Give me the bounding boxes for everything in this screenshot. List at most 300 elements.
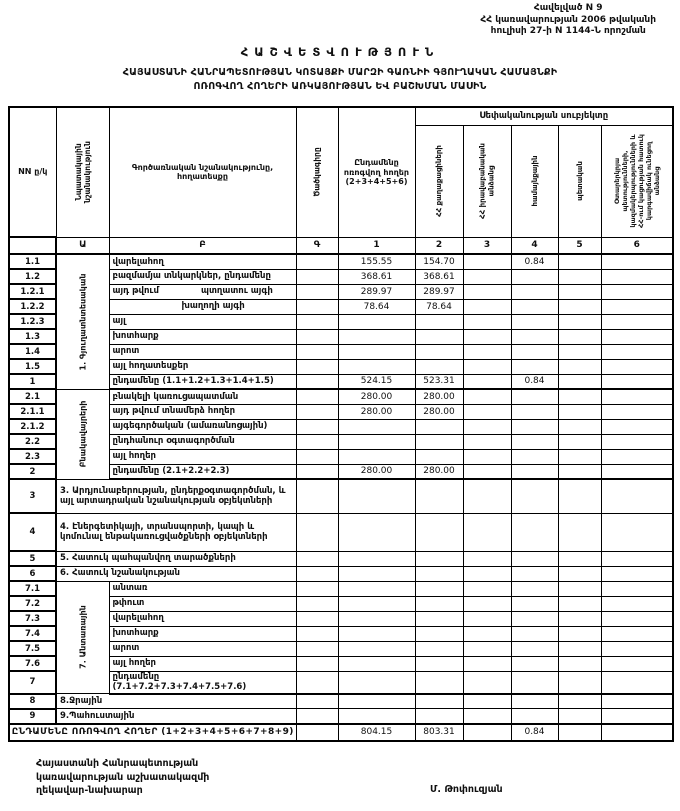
value-cell (415, 566, 463, 581)
header-row-top (9, 107, 673, 125)
value-cell (511, 389, 558, 404)
code-cell (296, 449, 338, 464)
code-cell (296, 581, 338, 596)
row-label: 5. Հատուկ պահպանվող տարածքների (56, 551, 296, 566)
col-header-functional: Գործառնական նշանակությունը, հողատեսքը (109, 107, 296, 237)
value-cell: 368.61 (415, 269, 463, 284)
section-label: 7. Անտառային (78, 605, 88, 670)
row-label (109, 284, 296, 299)
value-cell (558, 329, 601, 344)
value-cell (415, 479, 463, 513)
value-cell (511, 284, 558, 299)
value-cell (558, 671, 601, 694)
value-cell (415, 359, 463, 374)
table-row (9, 254, 673, 269)
value-cell (511, 694, 558, 709)
row-label: բնակելի կառուցապատման (109, 389, 296, 404)
value-cell (511, 611, 558, 626)
table-row (9, 389, 673, 404)
value-cell (415, 329, 463, 344)
value-cell (511, 641, 558, 656)
col-header-community (511, 125, 558, 237)
code-cell (296, 641, 338, 656)
row-number-cell: 7.5 (9, 641, 56, 656)
col-header-legal-entities-label: ՀՀ իրավաբանական անձանց (478, 143, 495, 219)
col-header-ownership-group: Սեփականության սուբյեկտը (415, 107, 673, 125)
row-number-cell: 1 (9, 374, 56, 389)
row-label-part: այդ թվում (112, 286, 159, 297)
value-cell (463, 374, 511, 389)
row-label: խոտհարք (109, 329, 296, 344)
col-header-citizens-label: ՀՀ քաղաքացիների (434, 145, 443, 217)
value-cell (558, 254, 601, 269)
code-cell (296, 596, 338, 611)
value-cell: 78.64 (338, 299, 415, 314)
annex-line: հուլիսի 27-ի N 1144-Ն որոշման (490, 26, 646, 36)
value-cell (601, 641, 673, 656)
value-cell (463, 254, 511, 269)
row-number-cell: 1.1 (9, 254, 56, 269)
value-cell (558, 374, 601, 389)
row-label: արոտ (109, 344, 296, 359)
section-label: 1. Գյուղատնտեսական (78, 273, 88, 371)
row-number-cell: 1.2.3 (9, 314, 56, 329)
row-label: 4. Էներգետիկայի, տրանսպորտի, կապի և կոմունալ ենթակառուցվածքների օբյեկտների (56, 513, 296, 551)
value-cell (338, 566, 415, 581)
row-number-cell: 1.2 (9, 269, 56, 284)
value-cell: 280.00 (415, 464, 463, 479)
value-cell: 803.31 (415, 724, 463, 741)
value-cell (463, 551, 511, 566)
value-cell (558, 479, 601, 513)
code-cell (296, 374, 338, 389)
value-cell (511, 479, 558, 513)
value-cell (511, 656, 558, 671)
table-row (9, 581, 673, 596)
row-label: այլ (109, 314, 296, 329)
value-cell (511, 314, 558, 329)
value-cell (601, 434, 673, 449)
value-cell (463, 329, 511, 344)
row-number-cell: 8 (9, 694, 56, 709)
value-cell (601, 724, 673, 741)
value-cell (415, 626, 463, 641)
row-label: ընդամենը (2.1+2.2+2.3) (109, 464, 296, 479)
footer-issuer-line: կառավարության աշխատակազմի (36, 771, 210, 783)
value-cell (463, 581, 511, 596)
row-label: ընդամենը (1.1+1.2+1.3+1.4+1.5) (109, 374, 296, 389)
row-label: այլ հողեր (109, 449, 296, 464)
letter-cell: Ա (56, 237, 109, 254)
value-cell (601, 581, 673, 596)
table-row (9, 709, 673, 724)
value-cell (463, 566, 511, 581)
row-label: վարելահող (109, 254, 296, 269)
value-cell (558, 299, 601, 314)
value-cell (601, 254, 673, 269)
value-cell (338, 419, 415, 434)
value-cell (463, 269, 511, 284)
code-cell (296, 671, 338, 694)
value-cell: 289.97 (415, 284, 463, 299)
value-cell (511, 419, 558, 434)
letter-cell: 2 (415, 237, 463, 254)
value-cell: 804.15 (338, 724, 415, 741)
value-cell (415, 449, 463, 464)
value-cell (558, 344, 601, 359)
row-label: 8.Ջրային (56, 694, 296, 709)
value-cell (463, 724, 511, 741)
code-cell (296, 269, 338, 284)
row-label: ընդհանուր օգտագործման (109, 434, 296, 449)
col-header-legal-entities (463, 125, 511, 237)
value-cell (558, 419, 601, 434)
footer-issuer-line: Հայաստանի Հանրապետության (36, 758, 199, 769)
value-cell (511, 449, 558, 464)
value-cell (558, 694, 601, 709)
row-label: 3. Արդյունաբերության, ընդերքօգտագործման, և այլ արտադրական նշանակության օբյեկտների (56, 479, 296, 513)
value-cell (511, 581, 558, 596)
row-number-cell: 7.1 (9, 581, 56, 596)
code-cell (296, 254, 338, 269)
value-cell (463, 626, 511, 641)
value-cell (463, 671, 511, 694)
value-cell (601, 513, 673, 551)
value-cell (415, 656, 463, 671)
row-number-cell: 5 (9, 551, 56, 566)
code-cell (296, 284, 338, 299)
value-cell (558, 513, 601, 551)
row-label: այդ թվում տնամերձ հողեր (109, 404, 296, 419)
code-cell (296, 566, 338, 581)
value-cell (511, 566, 558, 581)
section-label: Բնակավայրերի (78, 400, 88, 468)
value-cell (558, 596, 601, 611)
value-cell (463, 479, 511, 513)
value-cell (511, 404, 558, 419)
col-header-purpose (56, 107, 109, 237)
value-cell: 280.00 (415, 389, 463, 404)
value-cell (511, 329, 558, 344)
value-cell (463, 419, 511, 434)
code-cell (296, 314, 338, 329)
row-number-cell: 1.5 (9, 359, 56, 374)
row-label: խաղողի այգի (109, 299, 296, 314)
annex-line: Հավելված N 9 (533, 3, 603, 13)
value-cell: 280.00 (338, 404, 415, 419)
code-cell (296, 479, 338, 513)
value-cell (601, 479, 673, 513)
row-label: այլ հողեր (109, 656, 296, 671)
code-cell (296, 626, 338, 641)
row-number-cell: 7.6 (9, 656, 56, 671)
row-number-cell: 9 (9, 709, 56, 724)
letter-cell: Գ (296, 237, 338, 254)
table-row (9, 566, 673, 581)
value-cell (511, 299, 558, 314)
value-cell (463, 449, 511, 464)
col-header-code-label: Ծածկագիրը (312, 147, 322, 197)
code-cell (296, 464, 338, 479)
value-cell (558, 656, 601, 671)
signature-name: Մ. Թոփուզյան (430, 784, 503, 795)
code-cell (296, 694, 338, 709)
document-subtitle-2: ՈՌՈԳՎՈՂ ՀՈՂԵՐԻ ԱՌԿԱՅՈՒԹՅԱՆ ԵՎ ԲԱՇԽՄԱՆ ՄԱՍԻՆ (193, 81, 487, 92)
value-cell (558, 314, 601, 329)
value-cell (463, 694, 511, 709)
row-number-cell: 2.2 (9, 434, 56, 449)
value-cell (338, 611, 415, 626)
value-cell (338, 551, 415, 566)
row-label: այգեգործական (ամառանոցային) (109, 419, 296, 434)
value-cell (601, 269, 673, 284)
row-label: թփուտ (109, 596, 296, 611)
value-cell (338, 434, 415, 449)
value-cell (558, 464, 601, 479)
row-number-cell: 2.1.1 (9, 404, 56, 419)
value-cell (558, 566, 601, 581)
value-cell (558, 641, 601, 656)
footer-issuer (36, 757, 209, 798)
value-cell (558, 724, 601, 741)
value-cell: 280.00 (415, 404, 463, 419)
row-number-cell: 6 (9, 566, 56, 581)
annex-line: ՀՀ կառավարության 2006 թվականի (480, 14, 656, 25)
value-cell (601, 566, 673, 581)
value-cell (415, 581, 463, 596)
row-label: այլ հողատեսքեր (109, 359, 296, 374)
value-cell (601, 419, 673, 434)
value-cell (558, 449, 601, 464)
value-cell (601, 449, 673, 464)
code-cell (296, 551, 338, 566)
row-label: անտառ (109, 581, 296, 596)
letter-cell: 5 (558, 237, 601, 254)
value-cell (338, 656, 415, 671)
table-row (9, 551, 673, 566)
col-header-code (296, 107, 338, 237)
value-cell (601, 694, 673, 709)
row-number-cell: 2.1.2 (9, 419, 56, 434)
code-cell (296, 513, 338, 551)
value-cell (601, 709, 673, 724)
value-cell (463, 513, 511, 551)
value-cell (338, 581, 415, 596)
value-cell (558, 269, 601, 284)
irrigated-lands-table (8, 106, 674, 742)
value-cell (601, 611, 673, 626)
document-title: ՀԱՇՎԵՏՎՈՒԹՅՈՒՆ (240, 45, 440, 59)
value-cell (338, 709, 415, 724)
value-cell (601, 551, 673, 566)
row-number-cell: 2.3 (9, 449, 56, 464)
value-cell (463, 656, 511, 671)
value-cell: 280.00 (338, 464, 415, 479)
code-cell (296, 656, 338, 671)
letter-cell: 3 (463, 237, 511, 254)
document-subtitle-1: ՀԱՅԱՍՏԱՆԻ ՀԱՆՐԱՊԵՏՈՒԹՅԱՆ ԿՈՏԱՅՔԻ ՄԱՐԶԻ ԳԱՌՆԻԻ ԳՅՈՒՂԱԿԱՆ ՀԱՄԱՅՆՔԻ (122, 67, 558, 78)
value-cell (415, 671, 463, 694)
value-cell (415, 709, 463, 724)
row-label-part: պտղատու այգի (200, 286, 273, 297)
code-cell (296, 299, 338, 314)
row-label: վարելահող (109, 611, 296, 626)
value-cell (463, 314, 511, 329)
value-cell (601, 671, 673, 694)
value-cell (601, 656, 673, 671)
value-cell (601, 404, 673, 419)
row-number-cell: 1.2.1 (9, 284, 56, 299)
value-cell (601, 464, 673, 479)
value-cell (338, 694, 415, 709)
value-cell: 0.84 (511, 724, 558, 741)
col-header-foreign-label: Օտարերկրյա պետությունների, կազմակերպությունների և ՀՀ-ում կացության հատուկ կարգավիճակ ունեցող անձանց (612, 134, 661, 228)
value-cell (338, 671, 415, 694)
table-row (9, 513, 673, 551)
code-cell (296, 419, 338, 434)
section-label-cell (56, 389, 109, 479)
value-cell (463, 389, 511, 404)
annex-reference (480, 3, 656, 38)
value-cell: 155.55 (338, 254, 415, 269)
value-cell (338, 329, 415, 344)
table-row (9, 694, 673, 709)
row-label: 6. Հատուկ նշանակության (56, 566, 296, 581)
value-cell (511, 464, 558, 479)
code-cell (296, 611, 338, 626)
value-cell (415, 596, 463, 611)
value-cell (601, 596, 673, 611)
grand-total-row (9, 724, 673, 741)
value-cell: 0.84 (511, 374, 558, 389)
value-cell: 0.84 (511, 254, 558, 269)
value-cell (511, 596, 558, 611)
value-cell (558, 709, 601, 724)
value-cell (463, 299, 511, 314)
value-cell (463, 359, 511, 374)
col-header-citizens (415, 125, 463, 237)
row-number-cell: 4 (9, 513, 56, 551)
value-cell (601, 314, 673, 329)
value-cell (415, 344, 463, 359)
value-cell (338, 314, 415, 329)
footer-issuer-line: ղեկավար-նախարար (36, 785, 143, 796)
row-label: խոտհարք (109, 626, 296, 641)
row-number-cell: 7 (9, 671, 56, 694)
value-cell: 524.15 (338, 374, 415, 389)
value-cell (415, 551, 463, 566)
grand-total-label: ԸՆԴԱՄԵՆԸ ՈՌՈԳՎՈՂ ՀՈՂԵՐ (1+2+3+4+5+6+7+8+9) (9, 724, 296, 741)
code-cell (296, 359, 338, 374)
row-number-cell: 1.3 (9, 329, 56, 344)
value-cell (338, 626, 415, 641)
code-cell (296, 404, 338, 419)
code-cell (296, 434, 338, 449)
value-cell (463, 284, 511, 299)
row-number-cell: 7.4 (9, 626, 56, 641)
table-row (9, 479, 673, 513)
letter-cell: Բ (109, 237, 296, 254)
value-cell (415, 419, 463, 434)
value-cell (601, 299, 673, 314)
code-cell (296, 709, 338, 724)
value-cell (511, 551, 558, 566)
value-cell (558, 389, 601, 404)
value-cell (558, 404, 601, 419)
letter-cell-blank (9, 237, 56, 254)
row-label: ընդամենը (7.1+7.2+7.3+7.4+7.5+7.6) (109, 671, 296, 694)
value-cell: 289.97 (338, 284, 415, 299)
code-cell (296, 344, 338, 359)
row-number-cell: 3 (9, 479, 56, 513)
row-label: բազմամյա տնկարկներ, ընդամենը (109, 269, 296, 284)
letter-cell: 6 (601, 237, 673, 254)
row-label: արոտ (109, 641, 296, 656)
value-cell (558, 626, 601, 641)
value-cell (558, 359, 601, 374)
value-cell (511, 344, 558, 359)
value-cell (601, 329, 673, 344)
value-cell (338, 641, 415, 656)
value-cell: 523.31 (415, 374, 463, 389)
code-cell (296, 389, 338, 404)
value-cell (463, 434, 511, 449)
value-cell (511, 626, 558, 641)
code-cell (296, 724, 338, 741)
col-header-total: Ընդամենը ոռոգվող հողեր (2+3+4+5+6) (338, 107, 415, 237)
value-cell (511, 359, 558, 374)
letter-row (9, 237, 673, 254)
value-cell (415, 314, 463, 329)
col-header-state (558, 125, 601, 237)
value-cell: 154.70 (415, 254, 463, 269)
value-cell (511, 269, 558, 284)
value-cell (463, 464, 511, 479)
value-cell (338, 596, 415, 611)
value-cell (558, 434, 601, 449)
value-cell (601, 359, 673, 374)
value-cell (415, 434, 463, 449)
value-cell (601, 344, 673, 359)
letter-cell: 1 (338, 237, 415, 254)
value-cell: 78.64 (415, 299, 463, 314)
row-number-cell: 1.4 (9, 344, 56, 359)
value-cell (601, 374, 673, 389)
value-cell (601, 626, 673, 641)
value-cell (463, 709, 511, 724)
value-cell (558, 611, 601, 626)
letter-cell: 4 (511, 237, 558, 254)
row-number-cell: 2.1 (9, 389, 56, 404)
value-cell (601, 389, 673, 404)
section-label-cell (56, 254, 109, 389)
value-cell (338, 344, 415, 359)
row-number-cell: 7.3 (9, 611, 56, 626)
value-cell (463, 344, 511, 359)
value-cell (415, 641, 463, 656)
value-cell (511, 709, 558, 724)
value-cell (463, 404, 511, 419)
col-header-purpose-label: Նպատակային նշանակություն (73, 141, 92, 204)
col-header-foreign (601, 125, 673, 237)
value-cell (338, 479, 415, 513)
value-cell (511, 434, 558, 449)
value-cell (463, 641, 511, 656)
value-cell (558, 581, 601, 596)
value-cell (601, 284, 673, 299)
value-cell (463, 596, 511, 611)
value-cell (338, 359, 415, 374)
